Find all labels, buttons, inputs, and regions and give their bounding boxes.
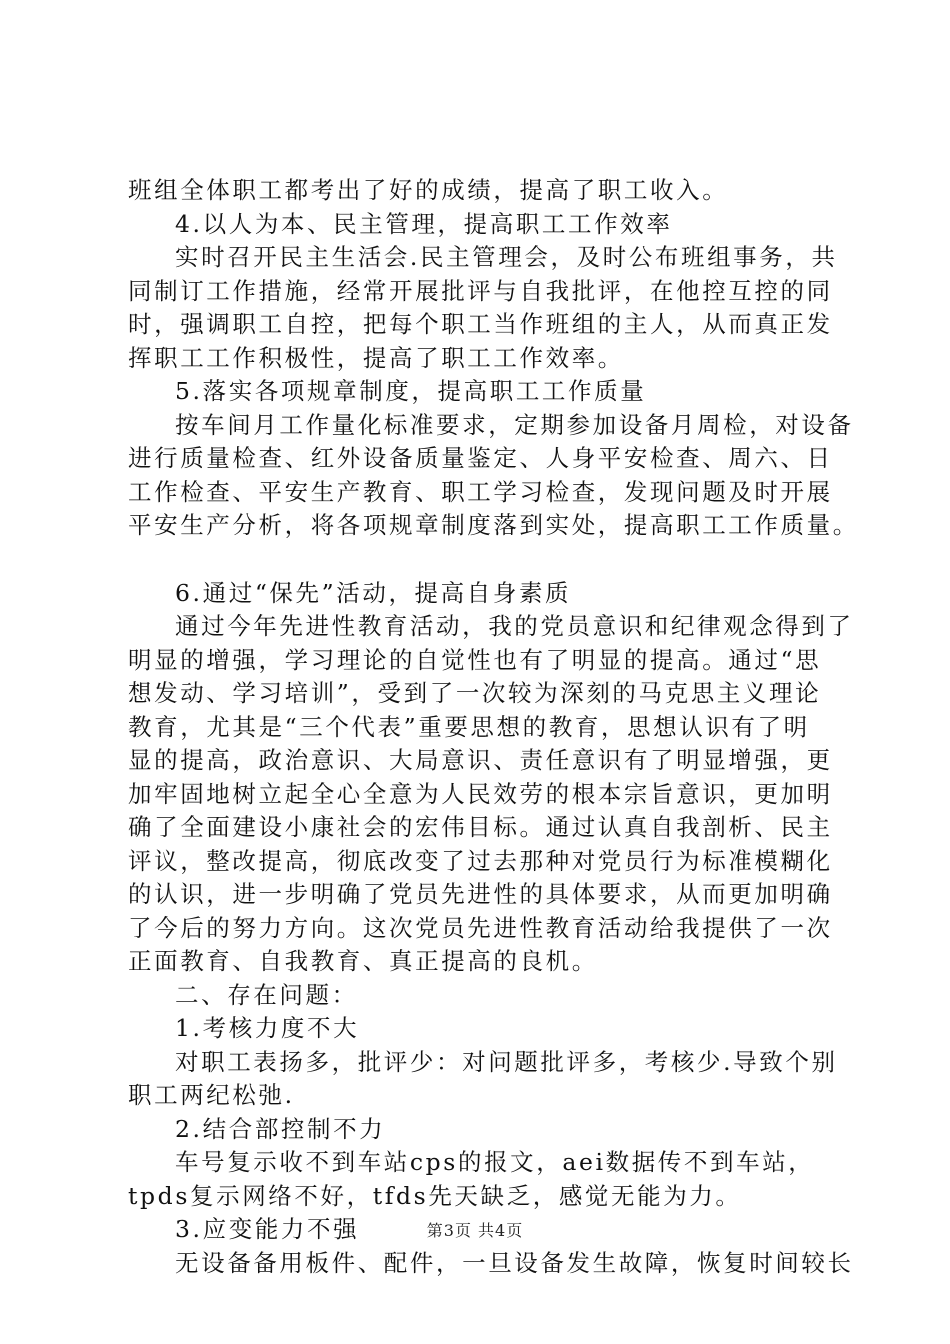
text-line: 教育，尤其是“三个代表”重要思想的教育，思想认识有了明 — [128, 712, 810, 741]
text-line: 评议，整改提高，彻底改变了过去那种对党员行为标准模糊化 — [128, 846, 833, 875]
text-line: 了今后的努力方向。这次党员先进性教育活动给我提供了一次 — [128, 913, 833, 942]
text-line: 同制订工作措施，经常开展批评与自我批评，在他控互控的同 — [128, 276, 833, 305]
text-line: 1.考核力度不大 — [175, 1014, 360, 1042]
text-line: 时，强调职工自控，把每个职工当作班组的主人，从而真正发 — [128, 310, 833, 338]
text-line: 明显的增强，学习理论的自觉性也有了明显的提高。通过“思 — [128, 645, 822, 674]
text-line: 挥职工工作积极性，提高了职工工作效率。 — [128, 343, 624, 372]
page-footer: 第3页 共4页 — [426, 1221, 524, 1240]
text-line: 车号复示收不到车站cps的报文，aei数据传不到车站， — [175, 1148, 815, 1176]
paragraph-gap — [128, 543, 848, 577]
text-line: 4.以人为本、民主管理，提高职工工作效率 — [175, 209, 673, 238]
text-line: 工作检查、平安生产教育、职工学习检查，发现问题及时开展 — [128, 477, 833, 506]
text-line: 无设备备用板件、配件，一旦设备发生故障，恢复时间较长 — [175, 1248, 854, 1277]
text-line: 正面教育、自我教育、真正提高的良机。 — [128, 947, 598, 975]
text-line: 按车间月工作量化标准要求，定期参加设备月周检，对设备 — [175, 410, 854, 439]
text-line: 班组全体职工都考出了好的成绩，提高了职工收入。 — [128, 176, 729, 204]
text-line: 平安生产分析，将各项规章制度落到实处，提高职工工作质量。 — [128, 511, 859, 539]
text-line: 对职工表扬多，批评少：对问题批评多，考核少.导致个别 — [175, 1047, 838, 1076]
paragraph-block-top — [128, 174, 859, 543]
text-line: 职工两纪松弛. — [128, 1081, 295, 1109]
paragraph-block-bottom — [128, 577, 854, 1281]
text-line: 6.通过“保先”活动，提高自身素质 — [175, 578, 572, 607]
text-line: 进行质量检查、红外设备质量鉴定、人身平安检查、周六、日 — [128, 444, 833, 472]
text-line: 二、存在问题： — [175, 980, 358, 1009]
text-line: 5.落实各项规章制度，提高职工工作质量 — [175, 377, 647, 405]
text-line: 3.应变能力不强 — [175, 1215, 360, 1243]
document-body — [128, 174, 859, 1280]
text-line: 显的提高，政治意识、大局意识、责任意识有了明显增强，更 — [128, 746, 833, 774]
text-line: 通过今年先进性教育活动，我的党员意识和纪律观念得到了 — [175, 612, 854, 640]
text-line: 确了全面建设小康社会的宏伟目标。通过认真自我剖析、民主 — [128, 813, 833, 841]
text-line: 想发动、学习培训”，受到了一次较为深刻的马克思主义理论 — [128, 679, 822, 707]
text-line: 实时召开民主生活会.民主管理会，及时公布班组事务，共 — [175, 243, 838, 271]
text-line: 加牢固地树立起全心全意为人民效劳的根本宗旨意识，更加明 — [128, 779, 833, 808]
text-line: 的认识，进一步明确了党员先进性的具体要求，从而更加明确 — [128, 880, 833, 908]
text-line: tpds复示网络不好，tfds先天缺乏，感觉无能为力。 — [128, 1181, 742, 1210]
text-line: 2.结合部控制不力 — [175, 1114, 386, 1143]
